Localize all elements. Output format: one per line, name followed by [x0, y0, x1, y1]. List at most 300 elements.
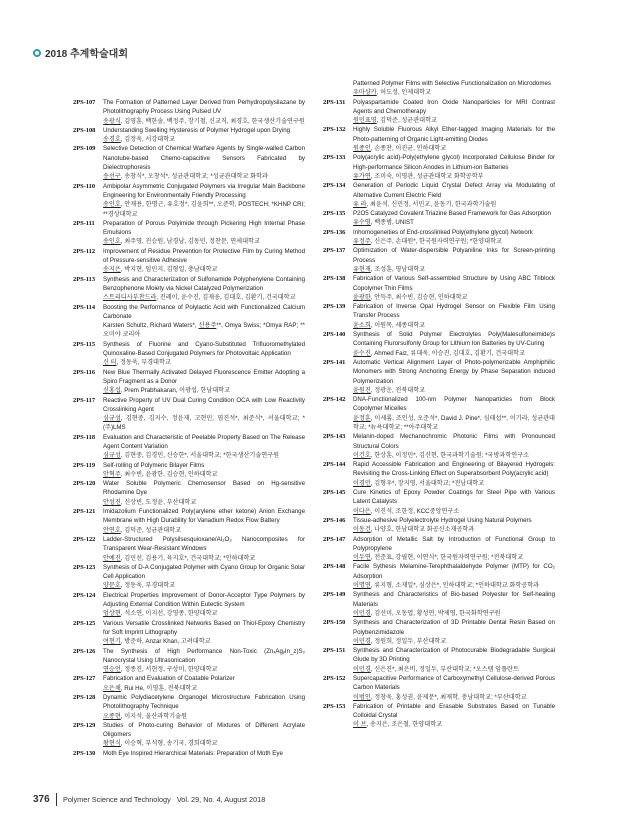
co-authors: , 이진석, 조한정, KCC중앙연구소 [370, 507, 460, 515]
presenting-author: 심규성 [103, 415, 121, 423]
entry-authors [353, 172, 555, 181]
abstract-entry [323, 209, 555, 228]
entry-title: Facile Sythesis Melamine-Terephthalaldehyde Polymer (MTP) for CO₂ Adsorption [353, 563, 555, 580]
entry-title: Ladder-Structured Polysilsesquioxane/Al₂O₃ Nanocomposites for Transparent Wear-Resistant Windows [103, 535, 305, 553]
entry-authors [103, 386, 305, 395]
entry-body [103, 749, 305, 758]
entry-id: 2PS-138 [323, 275, 346, 283]
entry-id: 2PS-149 [323, 591, 346, 599]
entry-title: DNA-Functionalized 100-nm Polymer Nanoparticles from Block Copolymer Micelles [353, 396, 555, 413]
co-authors: , 이세롬, 조인성, 오준석*, David J. Pine*, 심태섭**, 이기라, 성균관대학교; *뉴욕대학교; **아주대학교 [353, 414, 555, 431]
co-authors: , 정동욱, 부경대학교 [116, 359, 171, 367]
abstract-entry [323, 98, 555, 126]
entry-body [103, 674, 305, 693]
entry-title: Fabrication of Printable and Erasable Substrates Based on Tunable Colloidal Crystal [353, 702, 555, 720]
entry-authors [353, 265, 555, 274]
co-authors: , 송창식*, 오창석*, 성균관대학교; *성균관대학교 화학과 [120, 173, 268, 181]
entry-body [353, 274, 555, 302]
entry-authors [353, 609, 555, 618]
presenting-author: 안연호 [103, 526, 121, 534]
entry-title: Tissue-adhesive Polyelectrolyte Hydrogel Using Natural Polymers [353, 516, 532, 524]
entry-body [353, 562, 555, 590]
co-authors: , 정원희, 정일두, 부산대학교 [370, 637, 447, 645]
abstract-entry [323, 395, 555, 432]
co-authors: , 류지형, 소재일*, 심상은*, 인하대학교; *인하대학교 화학공학과 [370, 582, 540, 590]
presenting-author: 윤소희 [353, 321, 371, 329]
entry-title: Cure Kinetics of Epoxy Powder Coatings for Steel Pipe with Various Latent Catalysts [353, 489, 555, 506]
entry-body [103, 396, 305, 433]
presenting-author: 이명연 [353, 582, 371, 590]
entry-authors [103, 200, 305, 219]
abstract-entry [73, 479, 305, 507]
co-authors: , 방준하, Anzar Khan, 고려대학교 [120, 638, 211, 646]
co-authors: , 김덕준, 성균관대학교 [376, 117, 437, 125]
entry-body [103, 98, 305, 126]
abstract-entry [73, 749, 305, 758]
entry-id: 2PS-152 [323, 675, 346, 682]
presenting-author: 오은채 [103, 684, 121, 692]
entry-title: Fabrication of Various Self-assembled Structure by Using ABC Triblock Copolymer Thin Films [353, 275, 555, 292]
entry-authors [103, 237, 305, 246]
presenting-author: 유가연 [353, 172, 371, 180]
abstract-entry [323, 516, 555, 535]
entry-title: Synthesis and Characterization of 3D Printable Dental Resin Based on Polybenzimidazole [353, 619, 555, 636]
abstract-entry [323, 153, 555, 181]
entry-body [103, 126, 305, 145]
abstract-entry [323, 562, 555, 590]
entry-authors [353, 414, 555, 433]
presenting-author: 유정주 [353, 238, 371, 246]
entry-authors [103, 498, 305, 507]
entry-body [353, 432, 555, 460]
entry-id: 2PS-129 [73, 721, 96, 729]
co-authors: , 김현중, 김경민, 신승한*, 서울대학교; *한국생산기술연구원 [120, 452, 280, 460]
presenting-author: 원민표영 [353, 117, 377, 125]
presenting-author: 송경호 [103, 136, 121, 144]
abstract-entry [73, 563, 305, 591]
entry-title: Melanin-doped Mechanochromic Photonic Films with Pronounced Structural Colors [353, 433, 555, 450]
entry-body [103, 368, 305, 396]
co-authors: , 안재용, 한명근, 유호정*, 김윤희**, 오준학, POSTECH; *KHNP CRI; **경상대학교 [103, 201, 305, 218]
co-authors: , 김형우*, 장지영, 서울대학교; *전남대학교 [370, 479, 485, 487]
presenting-author: 송선구 [103, 173, 121, 181]
presenting-author: 왕현식 [103, 740, 121, 748]
entry-title: Automatic Vertical Alignment Layer of Photo-polymerizable Amphiphilic Monomers with Strong Anchoring Energy by Phase Separation induced Polymerization [353, 358, 555, 385]
entry-title: Water Soluble Polymeric Chemosensor Based on Hg-sensitive Rhodamine Dye [103, 480, 305, 497]
presenting-author: 신홍섭 [103, 387, 121, 395]
abstract-entry [323, 702, 555, 730]
co-authors: , Ahmed Faiz, 류대욱, 이승진, 김대호, 김환기, 건국대학교 [370, 349, 525, 357]
entry-authors [353, 553, 555, 562]
entry-authors [353, 88, 555, 97]
entry-title: Inhomogeneities of End-crosslinked Poly(ethylene glycol) Network [353, 228, 533, 236]
entry-id: 2PS-121 [73, 508, 96, 516]
co-authors: , 신은주, 손대원*, 한국원자력연구원; *한양대학교 [370, 238, 502, 246]
co-authors: , 김선미, 오동엽, 황성연, 박제영, 한국화학연구원 [370, 609, 501, 617]
entry-id: 2PS-128 [73, 694, 96, 701]
presenting-author: 안혁주 [103, 470, 121, 478]
co-authors: , 이원목, 세종대학교 [370, 321, 426, 329]
entry-id: 2PS-111 [73, 219, 95, 227]
presenting-author: 유현재 [353, 265, 371, 273]
abstract-entry [323, 590, 555, 618]
presenting-author: 이다은 [353, 507, 371, 515]
entry-title: Boosting the Performance of Polylactic Acid with Functionalized Calcium Carbonate [103, 303, 305, 320]
presenting-author: 윤광한 [353, 293, 371, 301]
entry-title: Improvement of Residue Prevention for Protective Film by Curing Method of Pressure-sensitive Adhesive [103, 247, 305, 265]
entry-body [103, 619, 305, 647]
entry-body [353, 302, 555, 330]
co-authors: , 김정욱, 서강대학교 [120, 136, 176, 144]
abstract-entry [323, 330, 555, 358]
conference-title: 2018 추계학술대회 [45, 49, 128, 60]
co-authors: , 최윤석, 신민정, 서민교, 윤동기, 한국과학기술원 [366, 200, 497, 208]
abstract-entry [73, 340, 305, 368]
entry-title: Rapid Accessible Fabrication and Engineering of Bilayered Hydrogels: Revisiting the Cross-Linking Effect on Superabsorbent Poly(acrylic acid) [353, 461, 555, 478]
entry-authors [353, 637, 555, 646]
abstract-entry [73, 535, 305, 563]
entry-body [353, 209, 555, 228]
entry-title: Studies of Photo-curing Behavior of Mixtures of Different Acrylate Oligomers [103, 721, 305, 739]
entry-body [353, 460, 555, 488]
entry-title: Evaluation and Characteristic of Peelable Property Based on The Release Agent Content Variation [103, 433, 305, 450]
entry-body [103, 275, 305, 303]
entry-title: Synthesis of Solid Polymer Electrolytes Poly(Malesulfoneimide)s Containing Flurorsulfonly Group for Lithium Ion Batteries by UV-Curing [353, 331, 555, 348]
abstract-entry [73, 144, 305, 181]
entry-id: 2PS-113 [73, 275, 96, 283]
co-authors: **, Omya Swiss; *Omya RAP; **오미야 코리아 [103, 322, 306, 339]
page-header [33, 45, 128, 60]
co-authors: , 이지석, 울산과학기술원 [120, 712, 187, 720]
co-authors: , 정동욱, 부경대학교 [120, 582, 176, 590]
entry-title: The Synthesis of High Performance Non-Toxic (ZnₓAgᵧIn_z)S₂ Nanocrystal Using Ultrasonication [103, 647, 305, 664]
presenting-author: 안성진 [103, 498, 121, 506]
co-authors: , 진레이, 윤수진, 김재웅, 김대호, 김환기, 건국대학교 [156, 294, 296, 302]
entry-authors [103, 135, 305, 144]
co-authors: , 김영훈, 백한솔, 백정주, 장기철, 신교직, 최경호, 한국생산기술연구원 [120, 117, 305, 125]
co-authors: , Prem Prabhakaran, 이광섭, 한남대학교 [120, 387, 231, 395]
presenting-author: 윤원진 [353, 386, 371, 394]
entry-id: 2PS-123 [73, 563, 96, 571]
abstract-entry [323, 618, 555, 646]
entry-body [353, 516, 555, 535]
co-authors: , 전준표, 강필현, 이연식*, 한국원자력연구원; *전북대학교 [370, 554, 524, 562]
entry-id: 2PS-137 [323, 247, 346, 255]
entry-id: 2PS-133 [323, 154, 346, 162]
entry-authors [353, 116, 555, 125]
entry-id: 2PS-140 [323, 331, 346, 339]
presenting-author: 우마샹카 [353, 89, 377, 97]
abstract-entry [73, 591, 305, 619]
entry-title: Fabrication and Evaluation of Coatable Polarizer [103, 675, 235, 683]
entry-title: Synthesis of Fluorine and Cyano-Substituted Trifluoromethylated Quinoxaline-Based Conjugated Polymers for Photovoltaic Application [103, 340, 305, 358]
abstract-entry [323, 535, 555, 563]
entry-body [353, 618, 555, 646]
entry-title: New Blue Thermally Activated Delayed Fluorescence Emitter Adopting a Spiro Fragment as a Donor [103, 368, 305, 385]
entry-id: 2PS-107 [73, 99, 96, 106]
entry-id: 2PS-153 [323, 702, 346, 710]
entry-body [353, 153, 555, 181]
entry-authors [353, 693, 555, 702]
entry-authors [353, 386, 555, 395]
entry-title: Ambipolar Asymmetric Conjugated Polymers via Irregular Main Backbone Engineering for Environmentally Friendly Processing [103, 182, 305, 199]
page-footer [33, 793, 265, 806]
abstract-entry [323, 674, 555, 702]
entry-authors [353, 144, 555, 153]
entry-authors [353, 720, 555, 729]
co-authors: , 백종범, UNIST [370, 219, 414, 227]
entry-authors [103, 293, 305, 302]
entry-body [103, 563, 305, 591]
abstract-entry [323, 488, 555, 516]
entry-authors [353, 293, 555, 302]
co-authors: , 석소연, 이지선, 강영종, 한양대학교 [120, 610, 218, 618]
entry-body [353, 246, 555, 274]
co-authors: , 조성훈, 영남대학교 [370, 265, 426, 273]
entry-authors [103, 358, 305, 367]
entry-authors [353, 507, 555, 516]
co-authors: , 최수빈, 윤광한, 김승현, 인하대학교 [120, 470, 218, 478]
entry-id: 2PS-132 [323, 126, 346, 134]
entry-body [103, 721, 305, 749]
abstract-entry [323, 302, 555, 330]
presenting-author: 이민경 [353, 609, 371, 617]
footer-divider [56, 793, 57, 806]
entry-id: 2PS-126 [73, 647, 96, 655]
presenting-author: 송광식 [103, 117, 121, 125]
presenting-author: 이두연 [353, 554, 371, 562]
entry-title: Poly(acrylic acid)-Poly(ethylene glycol) Incorporated Cellulose Binder for High-performance Silicon Anodes in Lithium-ion Batteries [353, 154, 555, 171]
abstract-entry [323, 125, 555, 153]
entry-id: 2PS-119 [73, 461, 96, 469]
entry-authors [353, 525, 555, 534]
abstract-entry [323, 274, 555, 302]
co-authors: , 이승혁, 부석형, 송기국, 경희대학교 [120, 740, 218, 748]
co-authors: , 허도성, 인제대학교 [376, 89, 432, 97]
entry-authors [353, 581, 555, 590]
page-number: 376 [33, 794, 50, 805]
left-column [73, 98, 305, 758]
co-authors: , 손종찬, 이진균, 인하대학교 [370, 145, 447, 153]
presenting-author: 송인호 [103, 201, 121, 209]
entry-body [103, 591, 305, 619]
abstract-entry-continued [323, 79, 555, 98]
entry-id: 2PS-142 [323, 396, 346, 404]
entry-authors [103, 526, 305, 535]
abstract-entry [323, 358, 555, 395]
abstract-entry [73, 247, 305, 275]
entry-title: Selective Detection of Chemical Warfare Agents by Single-walled Carbon Nanotube-based Chemo-capacitive Sensors Fabricated by Dielectrophoresis [103, 145, 305, 172]
entry-id: 2PS-108 [73, 126, 96, 134]
presenting-author: 오종현 [103, 712, 121, 720]
entry-title: Imidazolium Functionalized Poly(arylene ether ketone) Anion Exchange Membrane with High Durability for Vanadium Redox Flow Battery [103, 508, 305, 525]
abstract-entry [323, 646, 555, 674]
presenting-author: 신 티 [103, 359, 117, 367]
entry-body [103, 144, 305, 181]
presenting-author: 신용주 [198, 322, 217, 330]
abstract-entry [73, 219, 305, 247]
co-authors: , 정광운, 전북대학교 [370, 386, 426, 394]
entry-authors [103, 637, 305, 646]
co-authors: , 정창욱, 홍성권, 윤제문*, 최재학, 충남대학교; *부산대학교 [370, 693, 527, 701]
entry-body [353, 590, 555, 618]
entry-body [353, 702, 555, 730]
entry-id: 2PS-120 [73, 480, 96, 488]
presenting-author: 연승언 [103, 666, 121, 674]
entry-authors [103, 321, 305, 340]
entry-authors [103, 117, 305, 126]
entry-authors [103, 609, 305, 618]
entry-authors [103, 414, 305, 433]
entry-id: 2PS-139 [323, 303, 346, 311]
co-authors: , Rui He, 이영훈, 전북대학교 [120, 684, 198, 692]
entry-title: Preparation of Porous Polyimide through Pickering High Internal Phase Emulsions [103, 219, 305, 237]
entry-id: 2PS-134 [323, 182, 346, 190]
entry-id: 2PS-143 [323, 433, 346, 441]
entry-id: 2PS-146 [323, 516, 346, 524]
entry-body [353, 125, 555, 153]
co-authors: , 김현중, 김지수, 정윤재, 고현민, 염진석*, 최준식*, 서울대학교; *(주)LMS [103, 415, 305, 432]
abstract-entry [73, 674, 305, 693]
entry-body [353, 535, 555, 563]
abstract-entry [73, 433, 305, 461]
right-column [323, 79, 555, 730]
presenting-author: 윤수진 [353, 349, 371, 357]
co-authors: , 정종진, 서현정, 구상미, 한양대학교 [120, 666, 218, 674]
entry-title: Electrical Properties Improvement of Donor-Acceptor Type Polymers by Adjusting External Condition Within Eutectic System [103, 591, 305, 609]
entry-id: 2PS-114 [73, 303, 96, 311]
entry-body [103, 182, 305, 219]
entry-body [353, 98, 555, 126]
entry-title: Adsorption of Metallic Salt by Introduction of Functional Group to Polypropylene [353, 535, 555, 552]
entry-body [103, 479, 305, 507]
presenting-author: 이범인 [353, 693, 371, 701]
entry-authors [103, 712, 305, 721]
presenting-author: 여현기 [103, 638, 121, 646]
entry-body [353, 674, 555, 702]
entry-title: Self-rolling of Polymeric Bilayer Films [103, 461, 205, 469]
co-authors: , 신상빈, 도정윤, 부산대학교 [120, 498, 197, 506]
entry-title: Synthesis and Characterization of Sulfonamide Polyphenylene Containing Benzophenone Moiety via Nickel Catalyzed Polymerization [103, 275, 305, 292]
co-authors: , 김민선, 김용기, 육지호*, 건국대학교; *인하대학교 [120, 554, 256, 562]
entry-authors [353, 200, 555, 209]
abstract-entry [73, 275, 305, 303]
entry-authors [353, 479, 555, 488]
presenting-author: 이동건 [353, 526, 371, 534]
abstract-entry [323, 460, 555, 488]
entry-body [103, 303, 305, 340]
presenting-author: 심규성 [103, 452, 121, 460]
abstract-entry [73, 303, 305, 340]
entry-id: 2PS-135 [323, 210, 346, 218]
entry-body [103, 693, 305, 721]
co-authors: , 송지은, 조은철, 한양대학교 [366, 721, 443, 729]
entry-id: 2PS-127 [73, 675, 96, 683]
abstract-entry [323, 432, 555, 460]
co-authors: , 안득주, 최수빈, 김승현, 인하대학교 [370, 293, 468, 301]
entry-title: Fabrication of Inverse Opal Hydrogel Sensor on Flexible Film Using Transfer Process [353, 303, 555, 320]
entry-authors [353, 237, 555, 246]
presenting-author: 엄상현 [103, 610, 121, 618]
entry-id: 2PS-115 [73, 340, 96, 348]
entry-body [353, 358, 555, 395]
entry-id: 2PS-131 [323, 98, 346, 106]
entry-body [103, 535, 305, 563]
entry-authors [103, 684, 305, 693]
entry-title: Highly Soluble Fluorous Alkyl Ether-tagged Imaging Materials for the Photo-patterning of Organic Light-emitting Diodes [353, 126, 555, 143]
entry-id: 2PS-144 [323, 461, 346, 469]
entry-authors [103, 665, 305, 674]
abstract-entry [73, 461, 305, 480]
co-authors: , 한상훈, 이정민*, 김신현, 한국과학기술원; *국방과학연구소 [370, 451, 530, 459]
presenting-author: 유수영 [353, 219, 371, 227]
entry-title: The Formation of Patterned Layer Derived from Perhydropolysilazane by Photolithography Process Using Pulsed UV [103, 99, 305, 116]
presenting-author: 이 브 [353, 721, 367, 729]
abstract-entry [73, 619, 305, 647]
entry-id: 2PS-116 [73, 368, 96, 376]
entry-authors [103, 172, 305, 181]
entry-id: 2PS-151 [323, 647, 346, 655]
entry-id: 2PS-130 [73, 749, 96, 757]
entry-title: P2O5 Catalyzed Covalent Triazine Based Framework for Gas Adsorption [353, 210, 551, 218]
presenting-author: 원종인 [353, 145, 371, 153]
entry-title: Synthesis of D-A Conjugated Polymer with Cyano Group for Organic Solar Cell Application [103, 563, 305, 581]
journal-citation: Polymer Science and Technology Vol. 29, No. 4, August 2018 [62, 795, 266, 804]
presenting-author: 이경민 [353, 479, 371, 487]
entry-title: Polyaspartamide Coated Iron Oxide Nanoparticles for MRI Contrast Agents and Chemotherapy [353, 98, 555, 115]
entry-authors [353, 665, 555, 674]
entry-title: Patterned Polymer Films with Selective Functionalization on Microdomes [353, 80, 551, 87]
entry-id: 2PS-147 [323, 535, 346, 543]
abstract-entry [323, 228, 555, 247]
entry-body [353, 228, 555, 247]
entry-title: Reactive Property of UV Dual Curing Condition OCA with Low Reactivity Crosslinking Agent [103, 396, 305, 413]
presenting-author: 이건호 [353, 451, 371, 459]
entry-authors [103, 451, 305, 460]
presenting-author: 이민경 [353, 665, 371, 673]
entry-id: 2PS-124 [73, 591, 96, 599]
entry-id: 2PS-141 [323, 358, 346, 366]
entry-body [353, 330, 555, 358]
entry-title: Moth Eye Inspired Hierarchical Materials: Preparation of Moth Eye [103, 749, 283, 757]
entry-title: Dynamic Polydiacetylene Organogel Microstructure Fabrication Using Photolithography Technique [103, 694, 305, 711]
abstract-entry [73, 126, 305, 145]
co-authors: , 나양호, 한남대학교 화공신소재공학과 [370, 526, 475, 534]
entry-id: 2PS-112 [73, 247, 96, 255]
entry-id: 2PS-118 [73, 433, 96, 441]
presenting-author: 안예진 [103, 554, 121, 562]
entry-authors [353, 451, 555, 460]
entry-id: 2PS-145 [323, 489, 346, 497]
abstract-entry [73, 693, 305, 721]
entry-body [103, 433, 305, 461]
entry-id: 2PS-125 [73, 619, 96, 627]
abstract-entry [73, 721, 305, 749]
entry-authors [353, 218, 555, 227]
entry-authors [353, 349, 555, 358]
entry-body [103, 507, 305, 535]
presenting-author: 윤정훈 [353, 414, 371, 422]
co-authors: , 최주영, 진승원, 남경남, 김동민, 정찬문, 연세대학교 [120, 238, 260, 246]
entry-id: 2PS-148 [323, 563, 346, 571]
entry-authors [103, 581, 305, 590]
entry-body [103, 219, 305, 247]
presenting-author: 이민경 [353, 637, 371, 645]
entry-id: 2PS-122 [73, 535, 96, 543]
entry-body [353, 488, 555, 516]
presenting-author: 송인호 [103, 238, 121, 246]
entry-id: 2PS-110 [73, 182, 96, 190]
